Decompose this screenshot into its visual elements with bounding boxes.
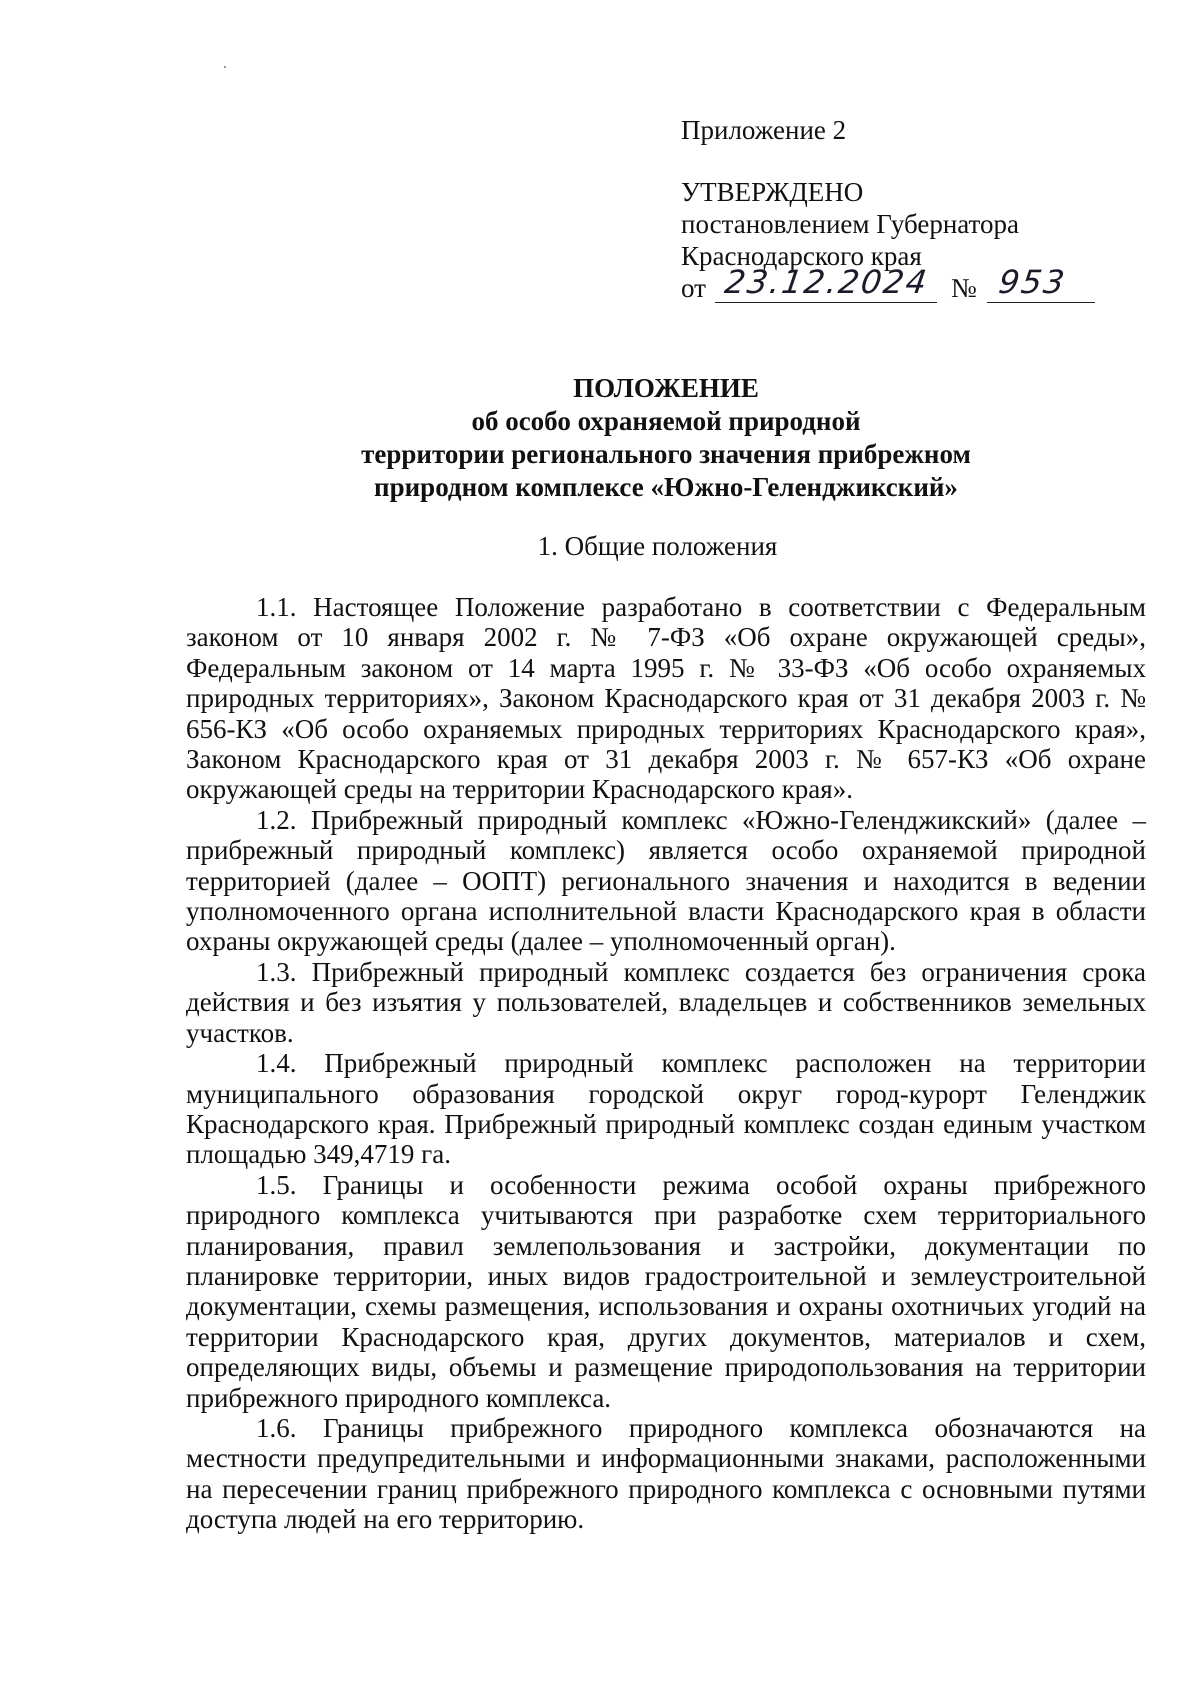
document-title: [200, 372, 1132, 504]
paragraph-1-2: 1.2. Прибрежный природный комплекс «Южно-Геленджикский» (далее – прибрежный природный комплекс) является особо охраняемой природной территорией (далее – ООПТ) регионального значения и находится в ведении уполномоченного органа исполнительной власти Краснодарского края в области охраны окружающей среды (далее – уполномоченный орган).: [186, 804, 1146, 957]
paragraph-1-1: 1.1. Настоящее Положение разработано в соответствии с Федеральным законом от 10 января 2002 г. № 7-ФЗ «Об охране окружающей среды», Федеральным законом от 14 марта 1995 г. № 33-ФЗ «Об особо охраняемых природных территориях», Законом Краснодарского края от 31 декабря 2003 г. № 656-КЗ «Об особо охраняемых природных территориях Краснодарского края», Законом Краснодарского края от 31 декабря 2003 г. № 657-КЗ «Об охране окружающей среды на территории Краснодарского края».: [186, 592, 1146, 805]
paragraph-1-4: 1.4. Прибрежный природный комплекс расположен на территории муниципального образования городской округ город-курорт Геленджик Краснодарского края. Прибрежный природный комплекс создан единым участком площадью 349,4719 га.: [186, 1048, 1146, 1170]
document-body: [186, 592, 1146, 1535]
date-prefix: от: [681, 273, 706, 303]
title-line-4: природном комплексе «Южно-Геленджикский»: [374, 472, 958, 502]
scan-speck: [224, 66, 226, 68]
paragraph-1-5: 1.5. Границы и особенности режима особой охраны прибрежного природного комплекса учитываются при разработке схем территориального планирования, правил землепользования и застройки, документации по планировке территории, иных видов градостроительной и землеустроительной документации, схемы размещения, использования и охраны охотничьих угодий на территории Краснодарского края, других документов, материалов и схем, определяющих виды, объемы и размещение природопользования на территории прибрежного природного комплекса.: [186, 1169, 1146, 1413]
paragraph-1-3: 1.3. Прибрежный природный комплекс создается без ограничения срока действия и без изъятия у пользователей, владельцев и собственников земельных участков.: [186, 956, 1146, 1048]
date-number-line: [681, 263, 1151, 306]
title-line-2: об особо охраняемой природной: [471, 406, 861, 436]
appendix-label: Приложение 2: [681, 115, 847, 145]
number-prefix: №: [951, 273, 977, 303]
number-underline: [987, 302, 1095, 303]
approval-block: [681, 114, 1151, 306]
paragraph-1-6: 1.6. Границы прибрежного природного комплекса обозначаются на местности предупредительными и информационными знаками, расположенными на пересечении границ прибрежного природного комплекса с основными путями доступа людей на его территорию.: [186, 1412, 1146, 1535]
handwritten-number: 953: [996, 263, 1069, 301]
title-line-3: территории регионального значения прибрежном: [361, 439, 971, 469]
approved-region-line: Краснодарского края: [681, 241, 922, 271]
handwritten-date: 23.12.2024: [722, 263, 931, 301]
date-underline: [715, 302, 937, 303]
approved-by-line: постановлением Губернатора: [681, 209, 1019, 239]
section-heading: 1. Общие положения: [537, 531, 778, 561]
approved-label: УТВЕРЖДЕНО: [681, 177, 864, 207]
title-line-1: ПОЛОЖЕНИЕ: [573, 373, 759, 403]
